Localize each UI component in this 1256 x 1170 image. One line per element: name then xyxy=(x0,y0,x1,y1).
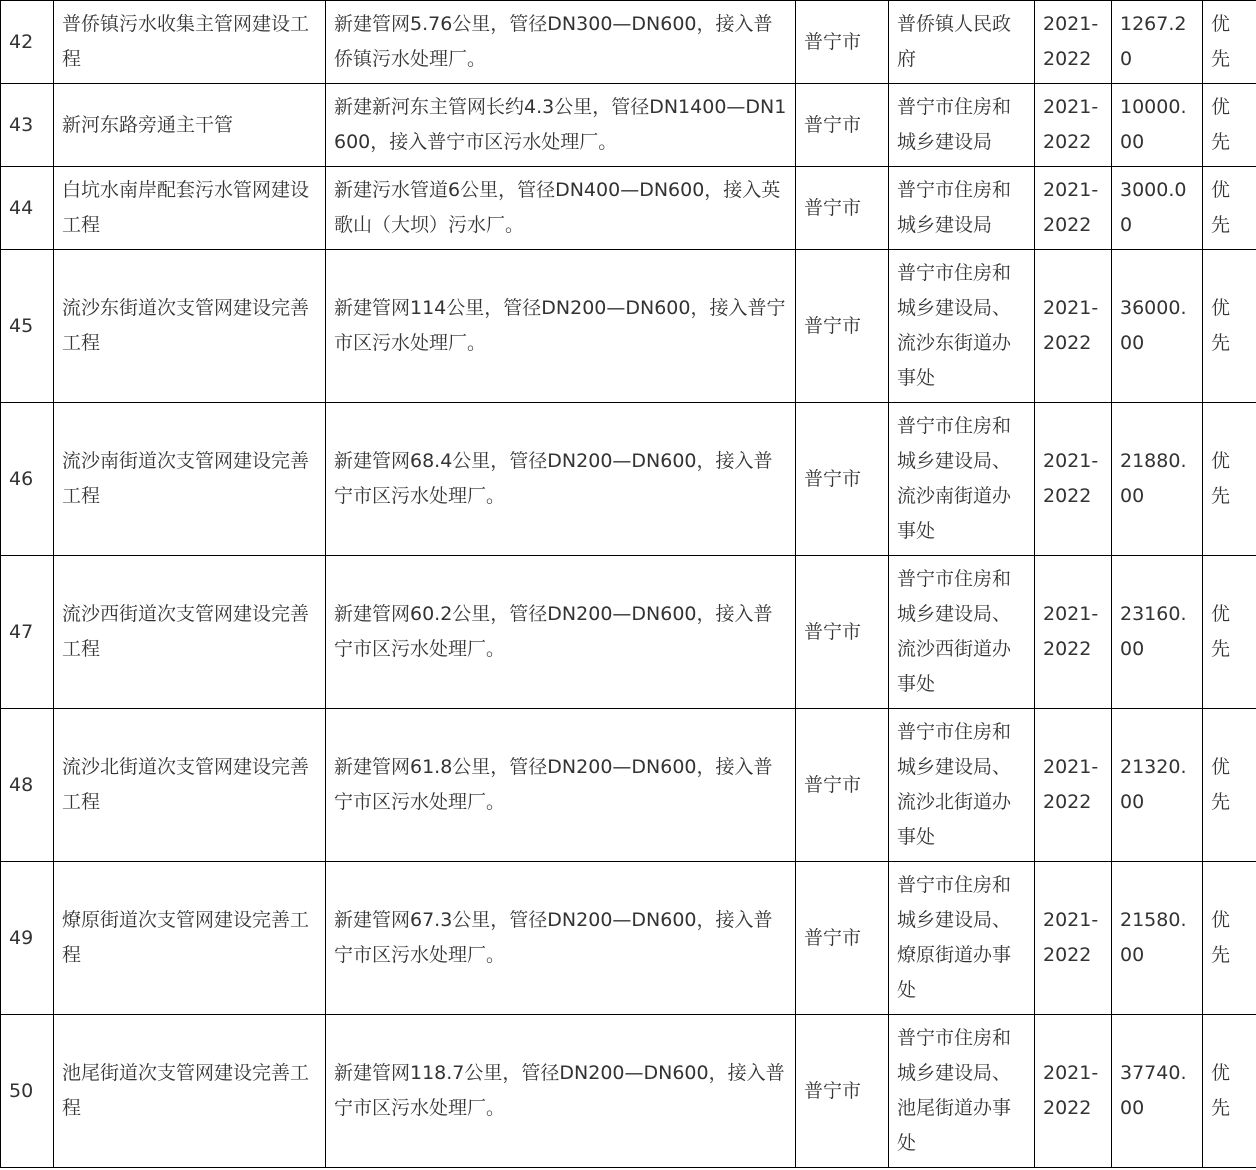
construction-period: 2021-2022 xyxy=(1035,709,1112,862)
table-row xyxy=(1,709,1256,862)
project-name: 流沙西街道次支管网建设完善工程 xyxy=(54,556,326,709)
row-number: 48 xyxy=(1,709,54,862)
investment-amount: 21580.00 xyxy=(1112,862,1203,1015)
priority-level: 优先 xyxy=(1203,250,1256,403)
project-content: 新建管网114公里，管径DN200—DN600，接入普宁市区污水处理厂。 xyxy=(326,250,796,403)
project-name: 普侨镇污水收集主管网建设工程 xyxy=(54,1,326,84)
project-region: 普宁市 xyxy=(796,403,889,556)
investment-amount: 1267.20 xyxy=(1112,1,1203,84)
table-row xyxy=(1,403,1256,556)
responsible-unit: 普宁市住房和城乡建设局、池尾街道办事处 xyxy=(889,1015,1035,1168)
project-name: 流沙南街道次支管网建设完善工程 xyxy=(54,403,326,556)
investment-amount: 21320.00 xyxy=(1112,709,1203,862)
construction-period: 2021-2022 xyxy=(1035,1015,1112,1168)
table-row xyxy=(1,862,1256,1015)
project-content: 新建管网60.2公里，管径DN200—DN600，接入普宁市区污水处理厂。 xyxy=(326,556,796,709)
investment-amount: 10000.00 xyxy=(1112,84,1203,167)
construction-period: 2021-2022 xyxy=(1035,403,1112,556)
priority-level: 优先 xyxy=(1203,1,1256,84)
investment-amount: 37740.00 xyxy=(1112,1015,1203,1168)
table-row xyxy=(1,84,1256,167)
priority-level: 优先 xyxy=(1203,167,1256,250)
project-content: 新建管网5.76公里，管径DN300—DN600，接入普侨镇污水处理厂。 xyxy=(326,1,796,84)
project-content: 新建管网61.8公里，管径DN200—DN600，接入普宁市区污水处理厂。 xyxy=(326,709,796,862)
construction-period: 2021-2022 xyxy=(1035,556,1112,709)
table-row xyxy=(1,1,1256,84)
project-region: 普宁市 xyxy=(796,250,889,403)
row-number: 49 xyxy=(1,862,54,1015)
row-number: 45 xyxy=(1,250,54,403)
investment-amount: 21880.00 xyxy=(1112,403,1203,556)
project-name: 白坑水南岸配套污水管网建设工程 xyxy=(54,167,326,250)
table-row xyxy=(1,167,1256,250)
project-region: 普宁市 xyxy=(796,862,889,1015)
project-name: 流沙东街道次支管网建设完善工程 xyxy=(54,250,326,403)
priority-level: 优先 xyxy=(1203,862,1256,1015)
row-number: 47 xyxy=(1,556,54,709)
project-content: 新建污水管道6公里，管径DN400—DN600，接入英歌山（大坝）污水厂。 xyxy=(326,167,796,250)
project-region: 普宁市 xyxy=(796,1015,889,1168)
responsible-unit: 普宁市住房和城乡建设局 xyxy=(889,167,1035,250)
project-region: 普宁市 xyxy=(796,556,889,709)
investment-amount: 23160.00 xyxy=(1112,556,1203,709)
responsible-unit: 普宁市住房和城乡建设局 xyxy=(889,84,1035,167)
responsible-unit: 普宁市住房和城乡建设局、燎原街道办事处 xyxy=(889,862,1035,1015)
project-region: 普宁市 xyxy=(796,167,889,250)
construction-period: 2021-2022 xyxy=(1035,250,1112,403)
project-name: 流沙北街道次支管网建设完善工程 xyxy=(54,709,326,862)
row-number: 42 xyxy=(1,1,54,84)
responsible-unit: 普侨镇人民政府 xyxy=(889,1,1035,84)
row-number: 44 xyxy=(1,167,54,250)
project-name: 池尾街道次支管网建设完善工程 xyxy=(54,1015,326,1168)
table-row xyxy=(1,556,1256,709)
project-name: 新河东路旁通主干管 xyxy=(54,84,326,167)
project-content: 新建管网118.7公里，管径DN200—DN600，接入普宁市区污水处理厂。 xyxy=(326,1015,796,1168)
project-content: 新建管网68.4公里，管径DN200—DN600，接入普宁市区污水处理厂。 xyxy=(326,403,796,556)
responsible-unit: 普宁市住房和城乡建设局、流沙西街道办事处 xyxy=(889,556,1035,709)
construction-period: 2021-2022 xyxy=(1035,1,1112,84)
responsible-unit: 普宁市住房和城乡建设局、流沙北街道办事处 xyxy=(889,709,1035,862)
priority-level: 优先 xyxy=(1203,84,1256,167)
priority-level: 优先 xyxy=(1203,1015,1256,1168)
responsible-unit: 普宁市住房和城乡建设局、流沙东街道办事处 xyxy=(889,250,1035,403)
project-name: 燎原街道次支管网建设完善工程 xyxy=(54,862,326,1015)
priority-level: 优先 xyxy=(1203,709,1256,862)
row-number: 50 xyxy=(1,1015,54,1168)
row-number: 46 xyxy=(1,403,54,556)
priority-level: 优先 xyxy=(1203,403,1256,556)
priority-level: 优先 xyxy=(1203,556,1256,709)
project-region: 普宁市 xyxy=(796,1,889,84)
project-content: 新建管网67.3公里，管径DN200—DN600，接入普宁市区污水处理厂。 xyxy=(326,862,796,1015)
row-number: 43 xyxy=(1,84,54,167)
investment-amount: 36000.00 xyxy=(1112,250,1203,403)
investment-amount: 3000.00 xyxy=(1112,167,1203,250)
table-row xyxy=(1,250,1256,403)
responsible-unit: 普宁市住房和城乡建设局、流沙南街道办事处 xyxy=(889,403,1035,556)
table-row xyxy=(1,1015,1256,1168)
construction-period: 2021-2022 xyxy=(1035,84,1112,167)
construction-period: 2021-2022 xyxy=(1035,167,1112,250)
construction-period: 2021-2022 xyxy=(1035,862,1112,1015)
project-content: 新建新河东主管网长约4.3公里，管径DN1400—DN1600，接入普宁市区污水处理厂。 xyxy=(326,84,796,167)
project-region: 普宁市 xyxy=(796,84,889,167)
project-region: 普宁市 xyxy=(796,709,889,862)
